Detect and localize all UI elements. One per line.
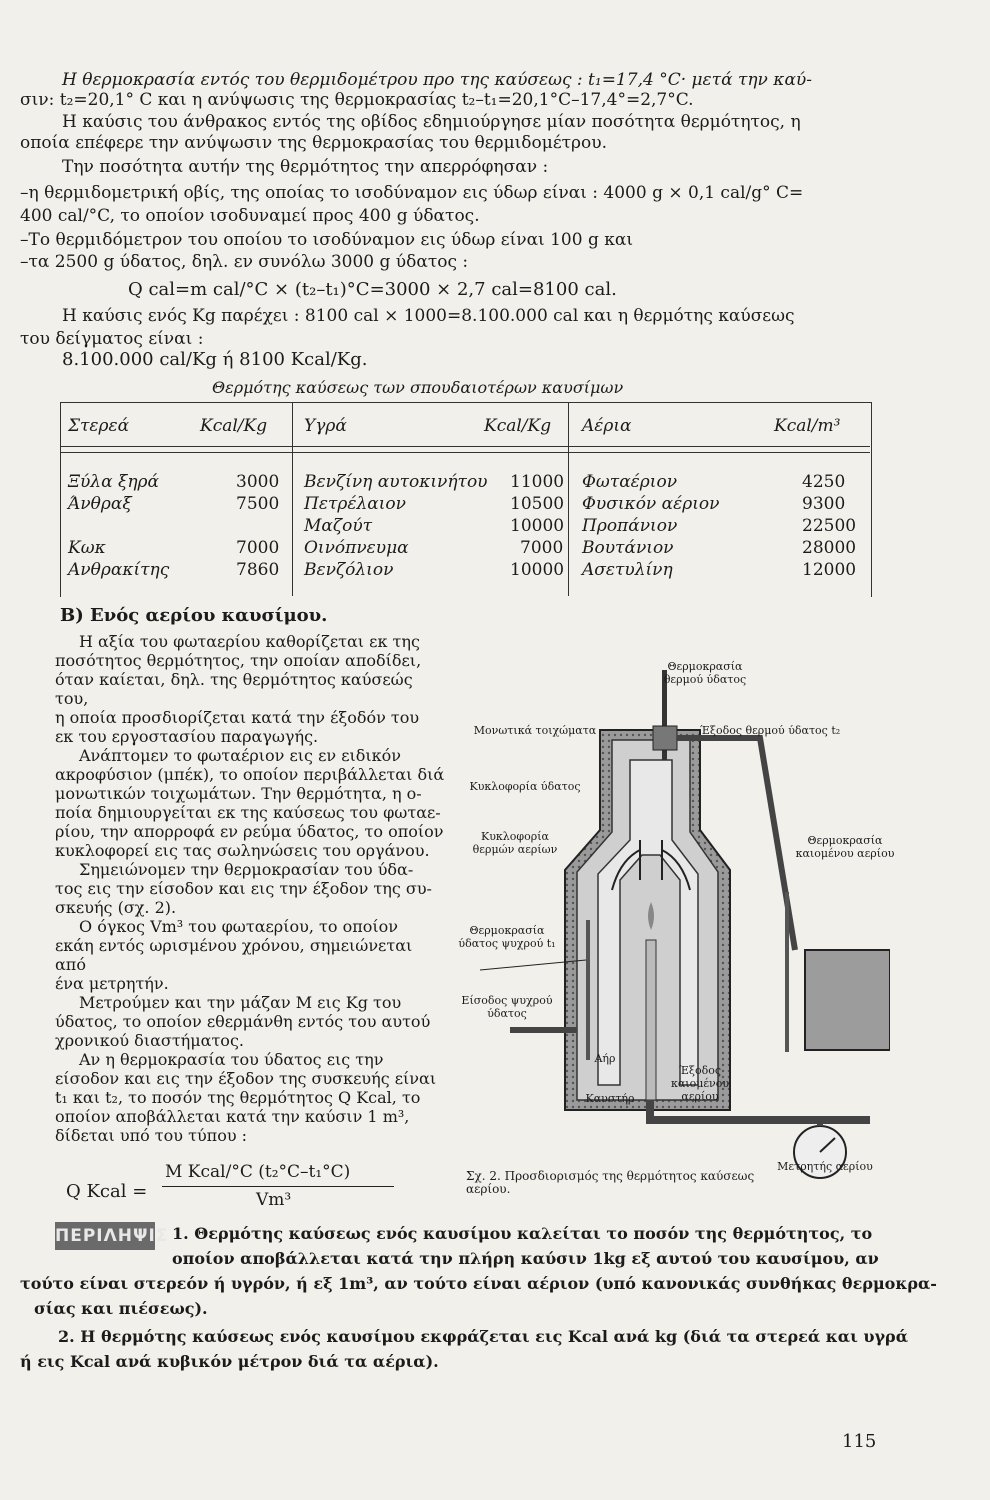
table-cell: 28000 bbox=[802, 538, 857, 558]
text-line: Ο όγκος Vm³ του φωταερίου, το οποίον bbox=[79, 917, 398, 936]
label-gas-meter: Μετρητής αερίου bbox=[777, 1160, 873, 1173]
text-line: η οποία προσδιορίζεται κατά την έξοδόν του bbox=[55, 708, 420, 727]
table-cell: 7860 bbox=[236, 560, 280, 580]
text-line: του δείγματος είναι : bbox=[20, 329, 204, 349]
table-cell: 10000 bbox=[510, 560, 565, 580]
label-hot-gas-circulation: Κυκλοφορία θερμών αερίων bbox=[472, 830, 558, 856]
label-hot-water-temp: Θερμοκρασία θερμού ύδατος bbox=[663, 660, 747, 686]
text-line: δίδεται υπό του τύπου : bbox=[55, 1126, 248, 1145]
formula-denominator: Vm³ bbox=[256, 1190, 292, 1210]
text-line: σιν: t₂=20,1° C και η ανύψωσις της θερμοκρασίας t₂–t₁=20,1°C–17,4°=2,7°C. bbox=[20, 90, 694, 110]
summary-line: 2. Η θερμότης καύσεως ενός καυσίμου εκφράζεται εις Kcal ανά kg (διά τα στερεά και υγρά bbox=[58, 1327, 908, 1346]
table-cell: Πετρέλαιον bbox=[304, 494, 406, 514]
table-cell: 7000 bbox=[236, 538, 280, 558]
text-line: οποίον αποβάλλεται κατά την καύσιν 1 m³, bbox=[55, 1107, 410, 1126]
text-line: εκ του εργοστασίου παραγωγής. bbox=[55, 727, 319, 746]
table-cell: 11000 bbox=[510, 472, 565, 492]
table-cell: Μαζούτ bbox=[304, 516, 373, 536]
text-line: ρίου, την απορροφά εν ρεύμα ύδατος, το οποίον bbox=[55, 822, 444, 841]
section-heading: Β) Ενός αερίου καυσίμου. bbox=[60, 605, 328, 626]
body-column bbox=[55, 632, 445, 1145]
label-hot-water-outlet: Έξοδος θερμού ύδατος t₂ bbox=[700, 724, 841, 737]
text-line: –η θερμιδομετρική οβίς, της οποίας το ισοδύναμον εις ύδωρ είναι : 4000 g × 0,1 cal/g° C= bbox=[20, 183, 804, 203]
text-line: –τα 2500 g ύδατος, δηλ. εν συνόλω 3000 g ύδατος : bbox=[20, 252, 469, 272]
table-cell: Ασετυλίνη bbox=[582, 560, 673, 580]
table-header: Αέρια bbox=[582, 416, 632, 436]
text-line: Την ποσότητα αυτήν της θερμότητος την απερρόφησαν : bbox=[62, 157, 549, 177]
table-cell: 10000 bbox=[510, 516, 565, 536]
text-line: όταν καίεται, δηλ. της θερμότητος καύσεώς του, bbox=[55, 670, 413, 708]
table-cell: 7000 bbox=[520, 538, 564, 558]
text-line: οποία επέφερε την ανύψωσιν της θερμοκρασίας του θερμιδομέτρου. bbox=[20, 133, 608, 153]
table-cell: 10500 bbox=[510, 494, 565, 514]
text-line: Η καύσις ενός Kg παρέχει : 8100 cal × 1000=8.100.000 cal και η θερμότης καύσεως bbox=[62, 306, 795, 326]
label-insulating-walls: Μονωτικά τοιχώματα bbox=[473, 724, 597, 737]
table-cell: Βενζίνη αυτοκινήτου bbox=[304, 472, 488, 492]
label-cold-water-inlet: Είσοδος ψυχρού ύδατος bbox=[461, 994, 553, 1020]
summary-line: τούτο είναι στερεόν ή υγρόν, ή εξ 1m³, αν τούτο είναι αέριον (υπό κανονικάς συνθήκας θερμοκρα- bbox=[20, 1274, 937, 1293]
table-cell: 9300 bbox=[802, 494, 846, 514]
summary-line: ή εις Kcal ανά κυβικόν μέτρον διά τα αέρια). bbox=[20, 1352, 439, 1371]
text-line: είσοδον και εις την έξοδον της συσκευής είναι bbox=[55, 1069, 437, 1088]
fraction-bar bbox=[162, 1186, 394, 1187]
table-header: Kcal/Kg bbox=[484, 416, 552, 436]
table-cell: Φωταέριον bbox=[582, 472, 678, 492]
table-header: Υγρά bbox=[304, 416, 347, 436]
text-line: Η αξία του φωταερίου καθορίζεται εκ της bbox=[79, 632, 420, 651]
figure-caption: Σχ. 2. Προσδιορισμός της θερμότητος καύσεως αερίου. bbox=[466, 1169, 755, 1196]
text-line: Σημειώνομεν την θερμοκρασίαν του ύδα- bbox=[79, 860, 414, 879]
table-cell: Βουτάνιον bbox=[582, 538, 674, 558]
label-cold-water-temp: Θερμοκρασία ύδατος ψυχρού t₁ bbox=[458, 924, 556, 950]
table-header: Kcal/Kg bbox=[200, 416, 268, 436]
text-line: –Το θερμιδόμετρον του οποίου το ισοδύναμον εις ύδωρ είναι 100 g και bbox=[20, 230, 634, 250]
table-header: Kcal/m³ bbox=[774, 416, 841, 436]
text-line: χρονικού διαστήματος. bbox=[55, 1031, 244, 1050]
label-water-circulation: Κυκλοφορία ύδατος bbox=[469, 780, 581, 793]
fuel-table bbox=[60, 402, 870, 598]
text-line: σκευής (σχ. 2). bbox=[55, 898, 177, 917]
summary-line: 1. Θερμότης καύσεως ενός καυσίμου καλείται το ποσόν της θερμότητος, το bbox=[172, 1224, 873, 1243]
label-burned-gas-temp: Θερμοκρασία καιομένου αερίου bbox=[795, 834, 895, 860]
summary-line: οποίον αποβάλλεται κατά την πλήρη καύσιν 1kg εξ αυτού του καυσίμου, αν bbox=[172, 1249, 879, 1268]
table-cell: Βενζόλιον bbox=[304, 560, 394, 580]
table-cell: Ξύλα ξηρά bbox=[68, 472, 159, 492]
formula-lhs: Q Kcal = bbox=[66, 1181, 148, 1202]
table-cell: Φυσικόν αέριον bbox=[582, 494, 720, 514]
table-header: Στερεά bbox=[68, 416, 130, 436]
text-line: ποία δημιουργείται εκ της καύσεως του φωταε- bbox=[55, 803, 441, 822]
summary-badge: ΠΕΡΙΛΗΨΙΣ bbox=[55, 1222, 155, 1250]
page-number: 115 bbox=[842, 1431, 877, 1452]
text-line: τος εις την είσοδον και εις την έξοδον της συ- bbox=[55, 879, 432, 898]
text-line: κυκλοφορεί εις τας σωληνώσεις του οργάνου. bbox=[55, 841, 430, 860]
table-cell: Κωκ bbox=[68, 538, 106, 558]
table-cell: 12000 bbox=[802, 560, 857, 580]
text-line: ποσότητος θερμότητος, την οποίαν αποδίδει, bbox=[55, 651, 422, 670]
table-cell: Οινόπνευμα bbox=[304, 538, 409, 558]
text-line: Η θερμοκρασία εντός του θερμιδομέτρου προ της καύσεως : t₁=17,4 °C· μετά την καύ- bbox=[62, 70, 813, 90]
label-air: Αήρ bbox=[594, 1052, 616, 1065]
table-cell: Ανθρακίτης bbox=[68, 560, 170, 580]
label-burner: Καυστήρ bbox=[585, 1092, 635, 1105]
table-caption: Θερμότης καύσεως των σπουδαιοτέρων καυσίμων bbox=[212, 378, 624, 397]
text-line: Αν η θερμοκρασία του ύδατος εις την bbox=[79, 1050, 384, 1069]
text-line: ακροφύσιον (μπέκ), το οποίον περιβάλλεται διά bbox=[55, 765, 445, 784]
text-line: Ανάπτομεν το φωταέριον εις εν ειδικόν bbox=[79, 746, 402, 765]
table-cell: 7500 bbox=[236, 494, 280, 514]
text-line: Η καύσις του άνθρακος εντός της οβίδος εδημιούργησε μίαν ποσότητα θερμότητος, η bbox=[62, 112, 801, 132]
text-line: μονωτικών τοιχωμάτων. Την θερμότητα, η ο- bbox=[55, 784, 422, 803]
text-line: εκάη εντός ωρισμένου χρόνου, σημειώνεται από bbox=[55, 936, 413, 974]
table-cell: Προπάνιον bbox=[582, 516, 678, 536]
text-line: Μετρούμεν και την μάζαν M εις Kg του bbox=[79, 993, 402, 1012]
label-gas-outlet: Έξοδος καιομένου αερίου bbox=[670, 1064, 730, 1103]
table-cell: 3000 bbox=[236, 472, 280, 492]
equation: Q cal=m cal/°C × (t₂–t₁)°C=3000 × 2,7 cal=8100 cal. bbox=[128, 279, 617, 300]
summary-line: σίας και πιέσεως). bbox=[34, 1299, 208, 1318]
table-cell: 22500 bbox=[802, 516, 857, 536]
table-cell: Άνθραξ bbox=[68, 494, 132, 514]
text-line: 400 cal/°C, το οποίον ισοδυναμεί προς 400 g ύδατος. bbox=[20, 206, 480, 226]
text-line: ένα μετρητήν. bbox=[55, 974, 169, 993]
formula-numerator: M Kcal/°C (t₂°C–t₁°C) bbox=[165, 1162, 351, 1182]
text-line: ύδατος, το οποίον εθερμάνθη εντός του αυτού bbox=[55, 1012, 431, 1031]
table-cell: 4250 bbox=[802, 472, 846, 492]
text-line: t₁ και t₂, το ποσόν της θερμότητος Q Kcal, το bbox=[55, 1088, 421, 1107]
result-line: 8.100.000 cal/Kg ή 8100 Kcal/Kg. bbox=[62, 349, 368, 370]
